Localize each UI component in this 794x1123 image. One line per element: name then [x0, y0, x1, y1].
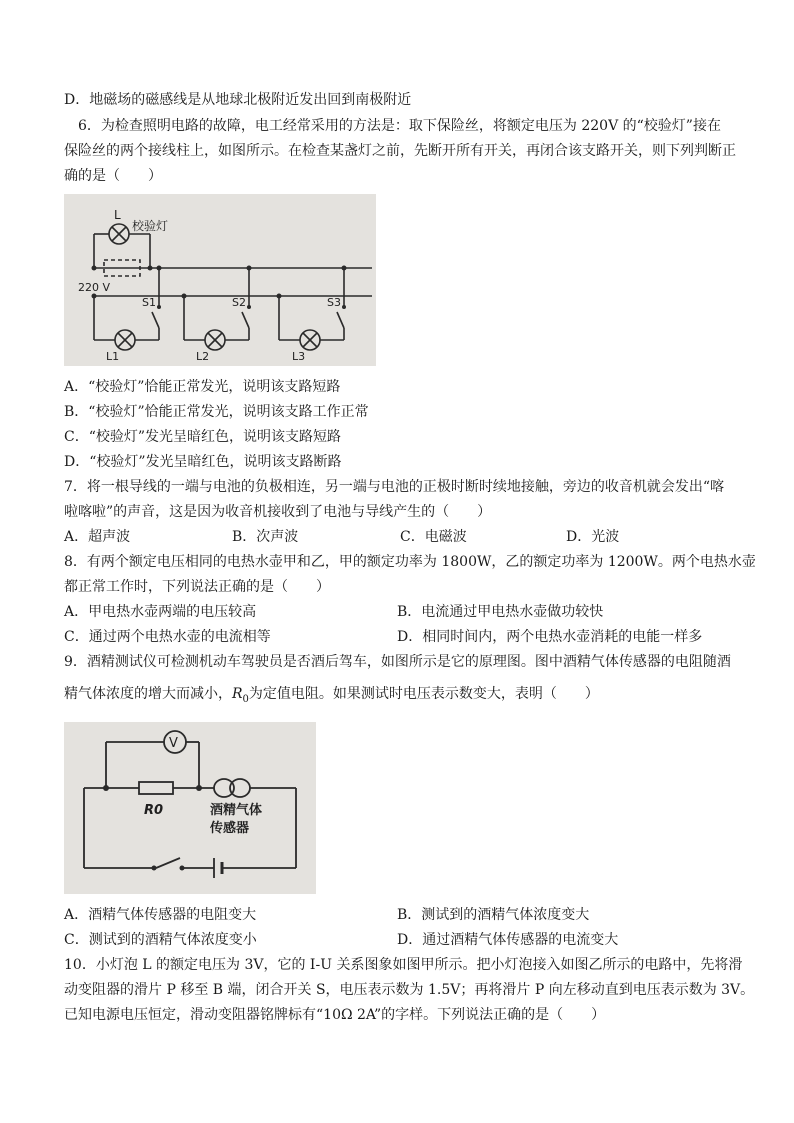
- q6-circuit-figure: [64, 194, 376, 366]
- q9-voltmeter-label: V: [169, 736, 178, 751]
- q7-option-d: D．光波: [566, 529, 620, 545]
- q9-option-a: A．酒精气体传感器的电阻变大: [64, 907, 257, 923]
- q6-lamp-l3-label: L3: [292, 350, 306, 363]
- q8-stem-line2: 都正常工作时，下列说法正确的是（ ）: [64, 579, 330, 595]
- q10-stem-line1: 10．小灯泡 L 的额定电压为 3V，它的 I-U 关系图象如图甲所示。把小灯泡接入如图乙所示的电路中，先将滑: [64, 957, 743, 973]
- q6-option-c: C．“校验灯”发光呈暗红色，说明该支路短路: [64, 429, 342, 445]
- q7-option-c: C．电磁波: [400, 529, 467, 545]
- q5-option-d: D．地磁场的磁感线是从地球北极附近发出回到南极附近: [64, 92, 412, 108]
- q6-lamp-l1-label: L1: [106, 350, 120, 363]
- q9-option-d: D．通过酒精气体传感器的电流变大: [397, 932, 619, 948]
- q6-switch-s3-label: S3: [327, 296, 341, 309]
- q6-stem-line3: 确的是（ ）: [64, 168, 162, 184]
- q6-lamp-l2-label: L2: [196, 350, 210, 363]
- q8-option-c: C．通过两个电热水壶的电流相等: [64, 629, 271, 645]
- q7-option-b: B．次声波: [232, 529, 299, 545]
- q6-switch-s2-label: S2: [232, 296, 246, 309]
- q10-stem-line2: 动变阻器的滑片 P 移至 B 端，闭合开关 S，电压表示数为 1.5V；再将滑片 P 向左移动直到电压表示数为 3V。: [64, 982, 755, 998]
- q6-option-a: A．“校验灯”恰能正常发光，说明该支路短路: [64, 379, 341, 395]
- q8-stem-line1: 8．有两个额定电压相同的电热水壶甲和乙，甲的额定功率为 1800W，乙的额定功率为 1200W。两个电热水壶: [64, 554, 756, 570]
- q8-option-d: D．相同时间内，两个电热水壶消耗的电能一样多: [397, 629, 703, 645]
- q6-lamp-L-label: L: [114, 208, 121, 222]
- q9-stem-line2: 精气体浓度的增大而减小，$R_0$为定值电阻。如果测试时电压表示数变大，表明（ ）: [64, 686, 599, 705]
- q6-option-d: D．“校验灯”发光呈暗红色，说明该支路断路: [64, 454, 342, 470]
- q7-option-a: A．超声波: [64, 529, 131, 545]
- q9-r0-label: R0: [144, 803, 164, 818]
- q7-stem-line2: 啦喀啦”的声音，这是因为收音机接收到了电池与导线产生的（ ）: [64, 504, 492, 520]
- q6-test-lamp-label: 校验灯: [132, 219, 169, 233]
- q8-option-a: A．甲电热水壶两端的电压较高: [64, 604, 257, 620]
- q6-option-b: B．“校验灯”恰能正常发光，说明该支路工作正常: [64, 404, 369, 420]
- q6-switch-s1-label: S1: [142, 296, 156, 309]
- q10-stem-line3: 已知电源电压恒定，滑动变阻器铭牌标有“10Ω 2A”的字样。下列说法正确的是（ ）: [64, 1007, 606, 1023]
- q6-stem-line1: 6．为检查照明电路的故障，电工经常采用的方法是：取下保险丝，将额定电压为 220V 的“校验灯”接在: [78, 118, 721, 134]
- q7-stem-line1: 7．将一根导线的一端与电池的负极相连，另一端与电池的正极时断时续地接触，旁边的收音机就会发出“喀: [64, 479, 725, 495]
- q6-voltage-label: 220 V: [78, 281, 111, 294]
- q8-option-b: B．电流通过甲电热水壶做功较快: [397, 604, 604, 620]
- q9-circuit-figure: [64, 722, 316, 894]
- q9-stem-line1: 9．酒精测试仪可检测机动车驾驶员是否酒后驾车，如图所示是它的原理图。图中酒精气体传感器的电阻随酒: [64, 654, 731, 670]
- q9-option-c: C．测试到的酒精气体浓度变小: [64, 932, 257, 948]
- q6-stem-line2: 保险丝的两个接线柱上，如图所示。在检查某盏灯之前，先断开所有开关，再闭合该支路开关，则下列判断正: [64, 143, 736, 159]
- q9-option-b: B．测试到的酒精气体浓度变大: [397, 907, 590, 923]
- q9-sensor-label-2: 传感器: [210, 821, 250, 836]
- q9-sensor-label-1: 酒精气体: [210, 803, 263, 818]
